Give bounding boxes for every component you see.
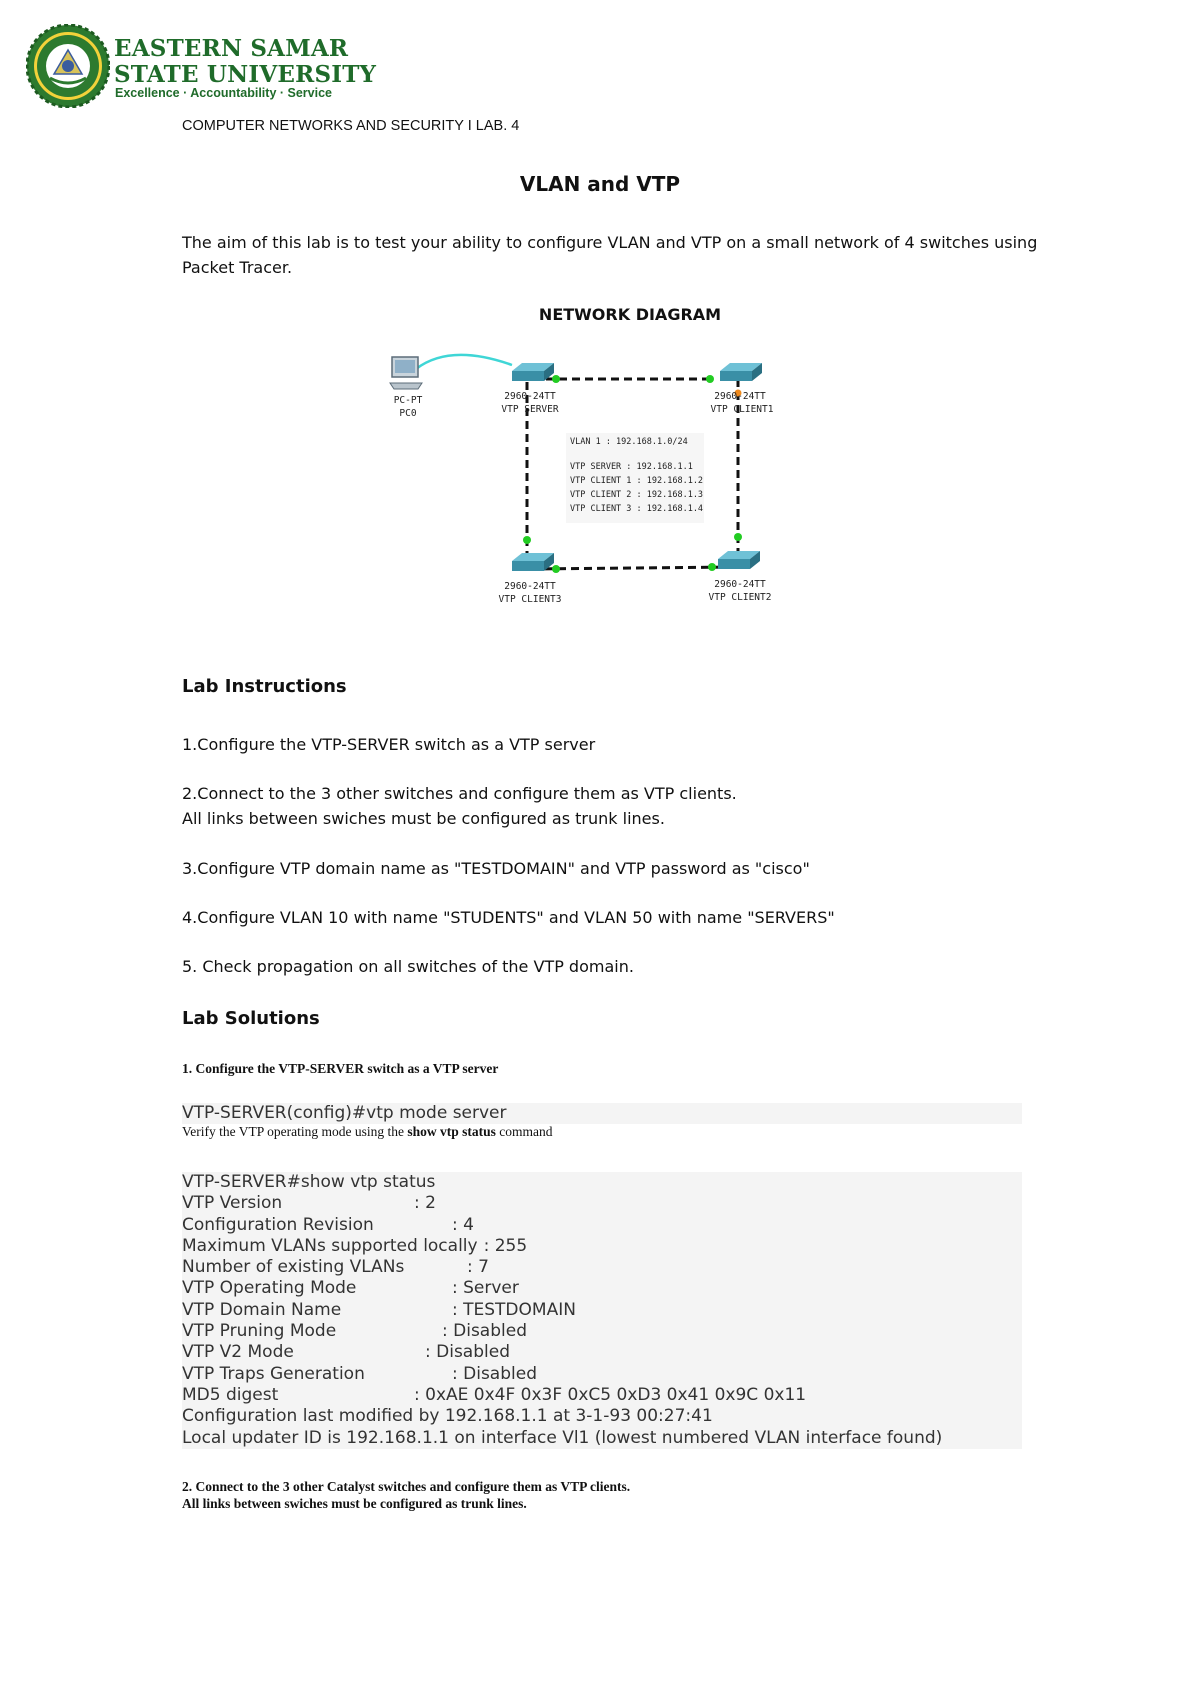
status-line [182,1257,1022,1278]
pc-name-label: PC0 [399,408,417,419]
status-line [182,1342,1022,1363]
status-key: MD5 digest [182,1384,279,1405]
status-value: : 7 [467,1257,489,1278]
switch-model-label: 2960-24TT [504,391,556,402]
link-up-dot [708,563,716,571]
command-line: VTP-SERVER(config)#vtp mode server [182,1103,507,1123]
link-up-dot [734,533,742,541]
instruction-step-1: 1.Configure the VTP-SERVER switch as a VTP server [182,735,596,754]
status-value: : Disabled [425,1342,510,1363]
solution-step-2-title: 2. Connect to the 3 other Catalyst switches and configure them as VTP clients. [182,1479,631,1494]
link-up-dot [552,565,560,573]
status-line [182,1406,1022,1427]
status-line [182,1236,1022,1257]
instructions-heading: Lab Instructions [182,676,347,697]
status-line [182,1278,1022,1299]
pc-cable [416,355,512,369]
instruction-step-5: 5. Check propagation on all switches of the VTP domain. [182,957,634,976]
pc-model-label: PC-PT [393,395,423,406]
verify-text [182,1124,553,1140]
switch-name-label: VTP CLIENT1 [710,404,774,415]
status-value: : 0xAE 0x4F 0x3F 0xC5 0xD3 0x41 0x9C 0x11 [414,1384,807,1405]
status-line [182,1428,1022,1449]
status-line [182,1300,1022,1321]
status-key: VTP-SERVER#show vtp status [182,1172,436,1192]
university-name-line2: STATE UNIVERSITY [114,61,377,88]
solutions-heading: Lab Solutions [182,1008,320,1029]
network-diagram [380,345,800,615]
status-key: VTP Domain Name [182,1299,342,1320]
status-line [182,1321,1022,1342]
link-up-dot [706,375,714,383]
verify-prefix: Verify the VTP operating mode using the [182,1124,408,1139]
pc-icon [390,357,422,389]
switch-model-label: 2960-24TT [714,391,766,402]
switch-model-label: 2960-24TT [504,581,556,592]
vtp-status-output [182,1172,1022,1449]
status-line [182,1172,1022,1193]
status-value: : Server [452,1278,519,1299]
status-key: VTP Operating Mode [182,1278,357,1299]
link-client2-client3 [532,567,735,569]
status-value: : 4 [452,1214,474,1235]
ip-note-line: VTP CLIENT 2 : 192.168.1.3 [570,490,704,500]
status-key: Configuration last modified by 192.168.1.1 at 3-1-93 00:27:41 [182,1406,713,1427]
status-line [182,1215,1022,1236]
solution-step-1-title: 1. Configure the VTP-SERVER switch as a VTP server [182,1061,499,1076]
status-value: : TESTDOMAIN [452,1299,576,1320]
switch-model-label: 2960-24TT [714,579,766,590]
status-key: VTP V2 Mode [182,1342,294,1363]
status-key: VTP Pruning Mode [182,1321,337,1342]
university-name-line1: EASTERN SAMAR [114,35,349,62]
status-key: Local updater ID is 192.168.1.1 on interface Vl1 (lowest numbered VLAN interface found) [182,1427,943,1448]
status-line [182,1385,1022,1406]
status-key: VTP Traps Generation [182,1363,365,1384]
status-value: : Disabled [452,1363,537,1384]
university-seal-logo [26,24,110,108]
status-value: : Disabled [442,1321,527,1342]
switch-name-label: VTP SERVER [501,404,559,415]
status-line [182,1364,1022,1385]
command-block-1 [182,1103,1022,1124]
link-up-dot [552,375,560,383]
university-tagline: Excellence · Accountability · Service [115,86,332,100]
instruction-step-3: 3.Configure VTP domain name as "TESTDOMAIN" and VTP password as "cisco" [182,859,810,878]
verify-command: show vtp status [407,1124,496,1139]
switch-name-label: VTP CLIENT3 [498,594,562,605]
status-value: : 2 [414,1193,436,1214]
ip-note-line: VTP CLIENT 3 : 192.168.1.4 [570,504,704,514]
switch-icon [718,551,760,569]
status-key: Configuration Revision [182,1214,374,1235]
link-up-dot [523,536,531,544]
instruction-step-2: 2.Connect to the 3 other switches and configure them as VTP clients. [182,784,737,803]
status-value: : 255 [483,1235,528,1256]
instruction-step-2-note: All links between swiches must be configured as trunk lines. [182,809,665,828]
course-header: COMPUTER NETWORKS AND SECURITY I LAB. 4 [182,118,520,134]
intro-paragraph: The aim of this lab is to test your ability to configure VLAN and VTP on a small network of 4 switches using Packet Tracer. [182,233,1038,277]
ip-note-line: VTP CLIENT 1 : 192.168.1.2 [570,476,704,486]
document-title: VLAN and VTP [519,172,681,196]
solution-step-2-note: All links between swiches must be configured as trunk lines. [182,1496,527,1511]
diagram-heading: NETWORK DIAGRAM [538,305,722,324]
ip-note-line: VLAN 1 : 192.168.1.0/24 [570,437,688,447]
verify-suffix: command [495,1124,553,1139]
status-key: VTP Version [182,1193,283,1214]
switch-name-label: VTP CLIENT2 [708,592,772,603]
switch-icon [720,363,762,381]
ip-note-line: VTP SERVER : 192.168.1.1 [570,462,693,472]
status-key: Number of existing VLANs [182,1257,405,1278]
instruction-step-4: 4.Configure VLAN 10 with name "STUDENTS" and VLAN 50 with name "SERVERS" [182,908,835,927]
status-line [182,1193,1022,1214]
status-key: Maximum VLANs supported locally [182,1235,478,1256]
university-name [114,36,376,88]
